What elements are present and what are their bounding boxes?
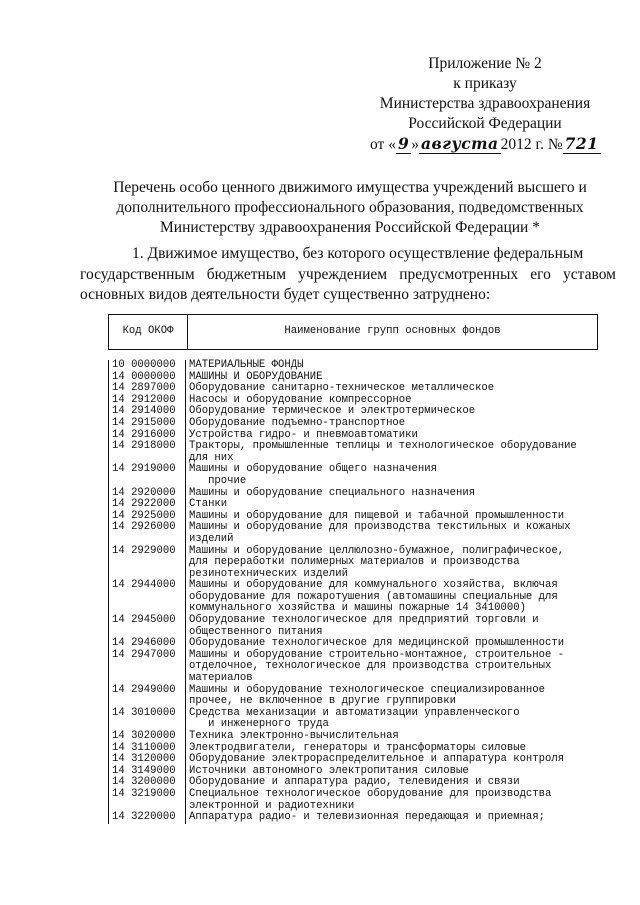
okof-code: 14 2922000 (108, 499, 186, 511)
group-name-line: и инженерного труда (189, 718, 329, 731)
group-name-line: коммунального хозяйства и машины пожарные 14 3410000) (189, 602, 526, 615)
group-name-line: Станки (189, 498, 228, 511)
okof-code: 14 2915000 (108, 418, 186, 430)
group-name-line: прочее, не включенное в другие группировки (189, 695, 457, 708)
okof-code: 14 2945000 (108, 615, 186, 638)
table-header (108, 314, 598, 350)
okof-code: 14 3020000 (108, 731, 186, 743)
table-row (108, 708, 598, 731)
group-name-line: Машины и оборудование технологическое специализированное (189, 683, 546, 696)
date-mid: » (411, 136, 419, 153)
group-name (186, 522, 598, 545)
table-row (108, 685, 598, 708)
group-name-line: Машины и оборудование для коммунального хозяйства, включая (189, 579, 558, 592)
group-name-line: Средства механизации и автоматизации управленческого (189, 706, 520, 719)
okof-code: 14 2914000 (108, 406, 186, 418)
group-name (186, 615, 598, 638)
group-name-line: Машины и оборудование специального назначения (189, 486, 476, 499)
group-name (186, 418, 598, 430)
group-name-line: Специальное технологическое оборудование для производства (189, 788, 552, 801)
okof-code: 14 2912000 (108, 395, 186, 407)
group-name (186, 464, 598, 487)
okof-code: 10 0000000 (108, 360, 186, 372)
attachment-date-line (370, 134, 600, 155)
table-row (108, 650, 598, 685)
okof-code: 14 3120000 (108, 754, 186, 766)
date-prefix: от « (370, 136, 396, 153)
group-name-line: отделочное, технологическое для производства строительных (189, 660, 552, 673)
group-name-line: Насосы и оборудование компрессорное (189, 393, 412, 406)
group-name-line: Машины и оборудование для пищевой и табачной промышленности (189, 509, 565, 522)
intro-line-1: 1. Движимое имущество, без которого осуществление федеральным (132, 245, 584, 262)
header-name: Наименование групп основных фондов (284, 325, 501, 338)
title-line-3: Министерству здравоохранения Российской Федерации * (160, 219, 540, 236)
table-row (108, 615, 598, 638)
okof-code: 14 2897000 (108, 383, 186, 395)
okof-code: 14 2947000 (108, 650, 186, 685)
attachment-ministry: Министерства здравоохранения (379, 95, 591, 112)
okof-code: 14 2916000 (108, 430, 186, 442)
okof-code: 14 2919000 (108, 464, 186, 487)
okof-code: 14 2918000 (108, 441, 186, 464)
table-row (108, 546, 598, 581)
attachment-block (370, 54, 600, 155)
group-name (186, 789, 598, 812)
date-day: 9 (397, 134, 410, 153)
group-name-line: МАШИНЫ И ОБОРУДОВАНИЕ (189, 370, 323, 383)
table-row (108, 731, 598, 743)
group-name-line: Оборудование и аппаратура радио, телевидения и связи (189, 776, 520, 789)
group-name (186, 360, 598, 372)
okof-code: 14 0000000 (108, 372, 186, 384)
intro-paragraph (80, 244, 616, 306)
group-name-line: Оборудование технологическое для медицинской промышленности (189, 637, 565, 650)
table-row (108, 360, 598, 372)
okof-code: 14 2929000 (108, 546, 186, 581)
attachment-number: Приложение № 2 (428, 55, 542, 72)
date-year: 2012 г. № (500, 136, 563, 153)
table-row (108, 789, 598, 812)
okof-code: 14 2920000 (108, 488, 186, 500)
group-name-line: оборудование для пожаротушения (автомашины специальные для (189, 590, 558, 603)
document-title (80, 178, 620, 238)
group-name (186, 499, 598, 511)
group-name-line: МАТЕРИАЛЬНЫЕ ФОНДЫ (189, 359, 304, 371)
attachment-order-ref: к приказу (453, 75, 517, 92)
group-name-line: Машины и оборудование целлюлозно-бумажное, полиграфическое, (189, 544, 565, 557)
order-number: 721 (564, 134, 599, 153)
group-name-line: материалов (189, 672, 253, 685)
okof-code: 14 3149000 (108, 766, 186, 778)
group-name-line: Машины и оборудование для производства текстильных и кожаных (189, 521, 571, 534)
group-name-line: Машины и оборудование строительно-монтажное, строительное - (189, 648, 565, 661)
okof-code: 14 2944000 (108, 580, 186, 615)
okof-code: 14 2926000 (108, 522, 186, 545)
table-row (108, 441, 598, 464)
assets-table (108, 314, 598, 824)
group-name-line: Машины и оборудование общего назначения (189, 463, 437, 476)
table-row (108, 418, 598, 430)
intro-line-2: государственным бюджетным учреждением предусмотренных его уставом (80, 265, 616, 283)
header-code: Код ОКОФ (109, 315, 188, 349)
group-name-line: резинотехнических изделий (189, 567, 348, 580)
group-name (186, 580, 598, 615)
group-name-line: Оборудование подъемно-транспортное (189, 416, 406, 429)
okof-code: 14 3110000 (108, 743, 186, 755)
okof-code: 14 3219000 (108, 789, 186, 812)
title-line-1: Перечень особо ценного движимого имущества учреждений высшего и (113, 179, 587, 196)
okof-code: 14 3010000 (108, 708, 186, 731)
okof-code: 14 2949000 (108, 685, 186, 708)
table-body (108, 360, 598, 824)
group-name-line: Оборудование санитарно-техническое металлическое (189, 382, 495, 395)
table-row (108, 812, 598, 824)
okof-code: 14 2925000 (108, 511, 186, 523)
group-name-line: общественного питания (189, 625, 323, 638)
group-name (186, 488, 598, 500)
group-name-line: Электродвигатели, генераторы и трансформаторы силовые (189, 741, 526, 754)
group-name-line: Тракторы, промышленные теплицы и технологическое оборудование (189, 440, 577, 453)
group-name (186, 708, 598, 731)
group-name (186, 650, 598, 685)
group-name-line: прочие (189, 474, 247, 487)
title-line-2: дополнительного профессионального образования, подведомственных (116, 199, 584, 216)
group-name-line: Оборудование электрораспределительное и аппаратура контроля (189, 753, 565, 766)
group-name-line: Источники автономного электропитания силовые (189, 764, 469, 777)
group-name (186, 546, 598, 581)
table-row (108, 580, 598, 615)
group-name-line: для переработки полимерных материалов и производства (189, 556, 520, 569)
group-name (186, 731, 598, 743)
okof-code: 14 2946000 (108, 638, 186, 650)
okof-code: 14 3220000 (108, 812, 186, 824)
group-name (186, 441, 598, 464)
okof-code: 14 3200000 (108, 777, 186, 789)
group-name (186, 685, 598, 708)
date-month: августа (421, 134, 499, 153)
table-row (108, 464, 598, 487)
table-row (108, 488, 598, 500)
table-row (108, 499, 598, 511)
intro-line-3: основных видов деятельности будет существенно затруднено: (80, 286, 491, 303)
group-name-line: Устройства гидро- и пневмоавтоматики (189, 428, 418, 441)
group-name-line: Техника электронно-вычислительная (189, 730, 399, 743)
group-name-line: Оборудование термическое и электротермическое (189, 405, 476, 418)
group-name-line: Оборудование технологическое для предприятий торговли и (189, 614, 539, 627)
group-name-line: электронной и радиотехники (189, 799, 355, 812)
attachment-country: Российской Федерации (408, 115, 562, 132)
group-name-line: Аппаратура радио- и телевизионная передающая и приемная; (189, 811, 546, 824)
group-name-line: изделий (189, 532, 234, 545)
group-name (186, 812, 598, 824)
table-row (108, 522, 598, 545)
group-name-line: для них (189, 451, 234, 464)
